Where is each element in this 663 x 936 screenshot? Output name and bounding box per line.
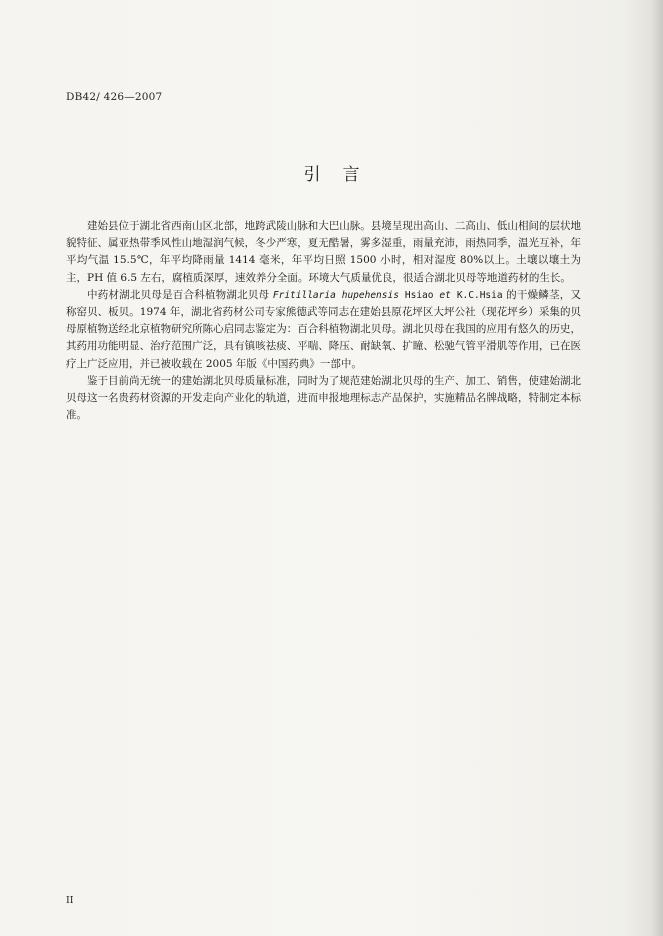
latin-genus-species: Fritillaria hupehensis — [272, 289, 399, 301]
page-number: II — [66, 895, 74, 906]
introduction-body — [66, 218, 581, 424]
paragraph-purpose: 鉴于目前尚无统一的建始湖北贝母质量标准，同时为了规范建始湖北贝母的生产、加工、销售，使建始湖北贝母这一名贵药材资源的开发走向产业化的轨道，进而申报地理标志产品保护，实施精品名牌战略，特制定本标准。 — [66, 374, 581, 422]
paragraph-text: 的干燥鳞茎，又称窑贝、板贝。1974 年，湖北省药材公司专家熊德武等同志在建始县原花坪区大坪公社（现花坪乡）采集的贝母原植物送经北京植物研究所陈心启同志鉴定为：百合科植物湖北贝母。湖北贝母在我国的应用有悠久的历史，其药用功能明显、治疗范围广泛，具有镇咳祛痰、平喘、降压、耐缺氧、扩瞳、松驰气管平滑肌等作用，已在医疗上广泛应用，并已被收载在 2005 年版《中国药典》一部中。 — [66, 288, 581, 370]
latin-et: et — [439, 289, 451, 301]
page-title: 引言 — [303, 165, 382, 185]
page-spine-shadow — [623, 0, 663, 936]
paragraph-location-climate: 建始县位于湖北省西南山区北部，地跨武陵山脉和大巴山脉。县境呈现出高山、二高山、低山相间的层状地貌特征、属亚热带季风性山地湿润气候，冬少严寒，夏无酷暑，雾多湿重，雨量充沛，雨热同季，温光互补，年平均气温 15.5℃，年平均降雨量 1414 毫米，年平均日照 1500 小时，相对湿度 80%以上。土壤以壤土为主，PH 值 6.5 左右，腐植质深厚，速效养分全面。环境大气质量优良，很适合湖北贝母等地道药材的生长。 — [66, 220, 581, 284]
paragraph-herb-description — [66, 287, 581, 373]
latin-author-2: K.C.Hsia — [450, 289, 503, 301]
document-code: DB42/ 426—2007 — [66, 91, 163, 103]
latin-author: Hsiao — [398, 289, 440, 301]
paragraph-text: 中药材湖北贝母是百合科植物湖北贝母 — [87, 288, 273, 301]
